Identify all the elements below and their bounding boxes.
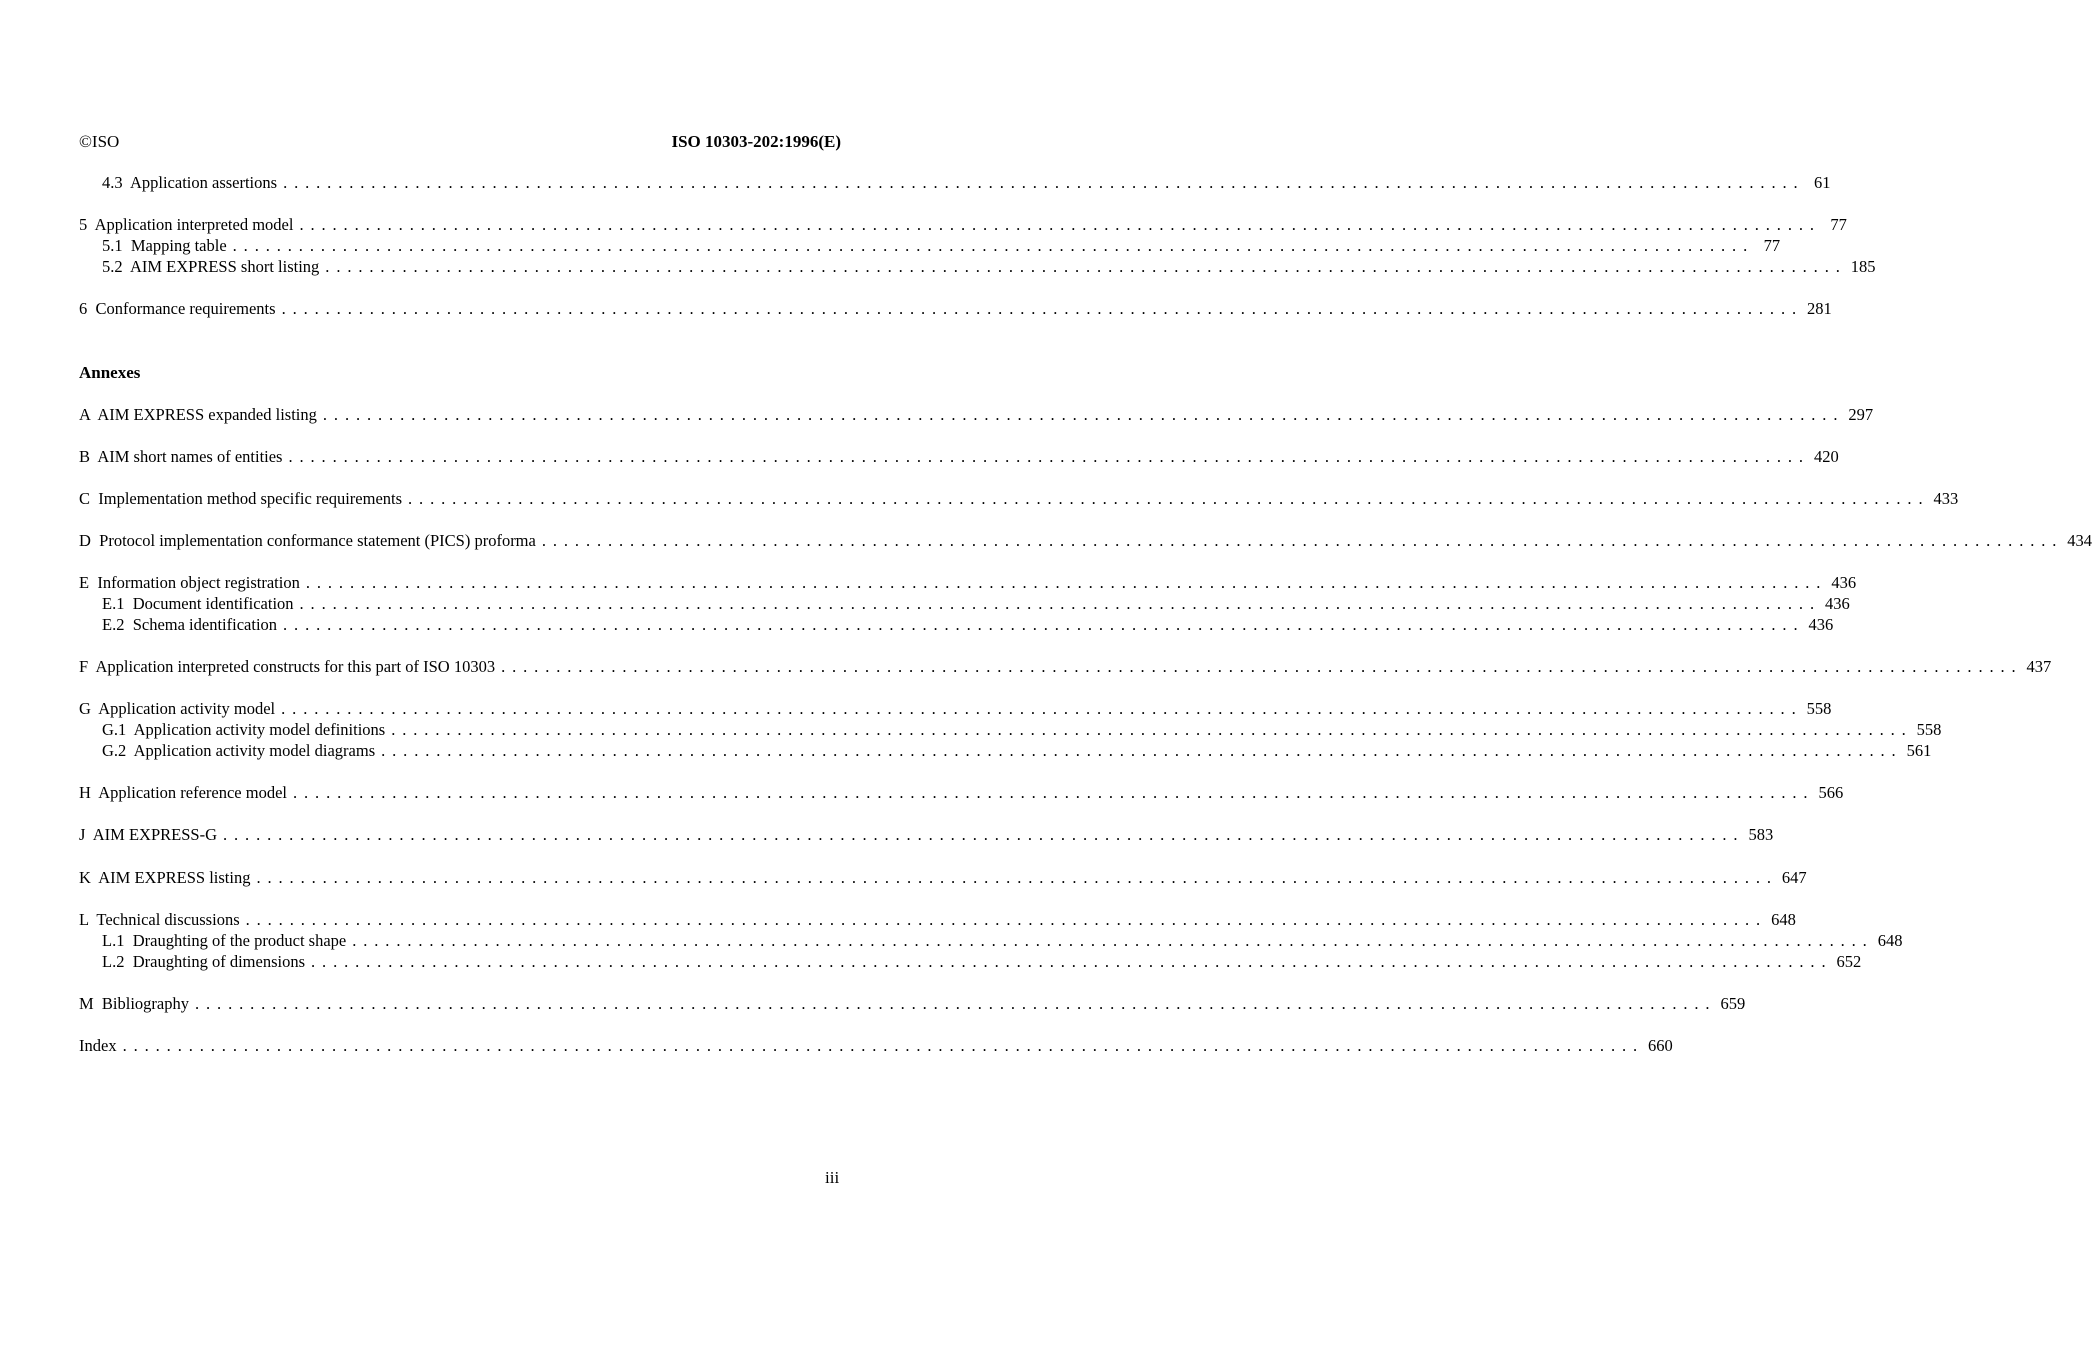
- toc-entry-6[interactable]: [79, 298, 1832, 319]
- dot-leader: ..........................................................................................................................................: [245, 910, 1768, 929]
- dot-leader: ..........................................................................................................................................: [352, 931, 1874, 950]
- toc-entry-label: B AIM short names of entities: [79, 447, 283, 466]
- toc-entry-label: G Application activity model: [79, 699, 276, 718]
- toc-entry-label: K AIM EXPRESS listing: [79, 868, 251, 887]
- toc-entry-label: E Information object registration: [79, 573, 300, 592]
- toc-entry-label: A AIM EXPRESS expanded listing: [79, 405, 317, 424]
- dot-leader: ..........................................................................................................................................: [322, 405, 1845, 424]
- dot-leader: ..........................................................................................................................................: [299, 215, 1821, 234]
- toc-entry-label: D Protocol implementation conformance statement (PICS) proforma: [79, 531, 536, 550]
- dot-leader: ..........................................................................................................................................: [408, 489, 1930, 508]
- dot-leader: ..........................................................................................................................................: [281, 299, 1804, 318]
- toc-entry-annex-f[interactable]: [79, 656, 2052, 677]
- toc-entry-label: E.1 Document identification: [102, 594, 294, 613]
- toc-entry-page: 437: [2026, 657, 2052, 676]
- dot-leader: ..........................................................................................................................................: [299, 594, 1821, 613]
- toc-entry-label: Index: [79, 1036, 117, 1055]
- toc-entry-page: 436: [1808, 615, 1834, 634]
- toc-entry-label: L Technical discussions: [79, 910, 240, 929]
- dot-leader: ..........................................................................................................................................: [281, 699, 1803, 718]
- toc-entry-label: H Application reference model: [79, 783, 287, 802]
- page-header: [79, 131, 841, 153]
- toc-entry-page: 281: [1807, 299, 1832, 318]
- page-number: iii: [825, 1168, 840, 1187]
- toc-entry-label: G.1 Application activity model definitions: [102, 720, 386, 739]
- toc-entry-annex-d[interactable]: [79, 530, 2092, 551]
- toc-entry-label: L.2 Draughting of dimensions: [102, 952, 306, 971]
- toc-entry-g-2[interactable]: [102, 740, 1932, 761]
- toc-entry-page: 558: [1916, 720, 1942, 739]
- toc-entry-label: 5.2 AIM EXPRESS short listing: [102, 257, 320, 276]
- toc-entry-5-1[interactable]: [102, 235, 1781, 256]
- toc-entry-label: C Implementation method specific requirements: [79, 489, 403, 508]
- toc-entry-page: 436: [1831, 573, 1857, 592]
- toc-entry-label: F Application interpreted constructs for this part of ISO 10303: [79, 657, 496, 676]
- toc-entry-page: 77: [1763, 236, 1781, 255]
- dot-leader: ..........................................................................................................................................: [223, 825, 1745, 844]
- toc-entry-page: 561: [1906, 741, 1932, 760]
- dot-leader: ..........................................................................................................................................: [305, 573, 1828, 592]
- toc-entry-label: 5 Application interpreted model: [79, 215, 294, 234]
- toc-entry-page: 434: [2067, 531, 2092, 550]
- toc-entry-l-2[interactable]: [102, 951, 1862, 972]
- toc-entry-5-2[interactable]: [102, 256, 1876, 277]
- toc-entry-annex-a[interactable]: [79, 404, 1874, 425]
- toc-entry-index[interactable]: [79, 1035, 1673, 1056]
- toc-entry-label: 4.3 Application assertions: [102, 173, 278, 192]
- dot-leader: ..........................................................................................................................................: [541, 531, 2064, 550]
- standard-number: ISO 10303-202:1996(E): [671, 132, 841, 151]
- toc-entry-page: 648: [1877, 931, 1903, 950]
- toc-entry-page: 648: [1771, 910, 1796, 929]
- toc-entry-page: 660: [1648, 1036, 1673, 1055]
- dot-leader: ..........................................................................................................................................: [122, 1036, 1645, 1055]
- dot-leader: ..........................................................................................................................................: [256, 868, 1778, 887]
- toc-entry-e-1[interactable]: [102, 593, 1850, 614]
- dot-leader: ..........................................................................................................................................: [381, 741, 1903, 760]
- toc-entry-l-1[interactable]: [102, 930, 1903, 951]
- toc-entry-annex-h[interactable]: [79, 782, 1844, 803]
- toc-entry-annex-g[interactable]: [79, 698, 1832, 719]
- toc-entry-page: 436: [1824, 594, 1850, 613]
- dot-leader: ..........................................................................................................................................: [293, 783, 1815, 802]
- toc-entry-label: M Bibliography: [79, 994, 189, 1013]
- toc-entry-label: J AIM EXPRESS-G: [79, 825, 217, 844]
- toc-entry-annex-c[interactable]: [79, 488, 1959, 509]
- toc-entry-5[interactable]: [79, 214, 1847, 235]
- toc-entry-page: 659: [1720, 994, 1746, 1013]
- toc-entry-annex-e[interactable]: [79, 572, 1857, 593]
- toc-entry-page: 420: [1813, 447, 1839, 466]
- dot-leader: ..........................................................................................................................................: [195, 994, 1717, 1013]
- dot-leader: ..........................................................................................................................................: [283, 615, 1805, 634]
- dot-leader: ..........................................................................................................................................: [283, 173, 1805, 192]
- toc-entry-label: 5.1 Mapping table: [102, 236, 227, 255]
- toc-entry-page: 566: [1818, 783, 1844, 802]
- toc-entry-label: L.1 Draughting of the product shape: [102, 931, 347, 950]
- toc-entry-label: 6 Conformance requirements: [79, 299, 276, 318]
- toc-entry-4-3[interactable]: [102, 172, 1831, 193]
- toc-entry-page: 185: [1850, 257, 1876, 276]
- toc-entry-page: 297: [1848, 405, 1874, 424]
- annexes-heading: Annexes: [79, 363, 141, 382]
- toc-entry-page: 652: [1836, 952, 1862, 971]
- toc-entry-g-1[interactable]: [102, 719, 1942, 740]
- dot-leader: ..........................................................................................................................................: [232, 236, 1755, 255]
- toc-entry-annex-j[interactable]: [79, 824, 1774, 845]
- toc-entry-page: 558: [1806, 699, 1832, 718]
- toc-entry-annex-l[interactable]: [79, 909, 1796, 930]
- toc-entry-page: 583: [1748, 825, 1774, 844]
- toc-entry-e-2[interactable]: [102, 614, 1834, 635]
- toc-entry-annex-m[interactable]: [79, 993, 1746, 1014]
- dot-leader: ..........................................................................................................................................: [391, 720, 1913, 739]
- toc-entry-annex-b[interactable]: [79, 446, 1839, 467]
- toc-entry-page: 61: [1814, 173, 1831, 192]
- toc-entry-label: G.2 Application activity model diagrams: [102, 741, 376, 760]
- toc-entry-page: 77: [1830, 215, 1847, 234]
- toc-entry-annex-k[interactable]: [79, 867, 1807, 888]
- dot-leader: ..........................................................................................................................................: [288, 447, 1810, 466]
- toc-entry-label: E.2 Schema identification: [102, 615, 278, 634]
- toc-entry-page: 433: [1933, 489, 1959, 508]
- dot-leader: ..........................................................................................................................................: [325, 257, 1847, 276]
- dot-leader: ..........................................................................................................................................: [311, 952, 1833, 971]
- dot-leader: ..........................................................................................................................................: [501, 657, 2023, 676]
- toc-entry-page: 647: [1781, 868, 1807, 887]
- copyright-mark: ©ISO: [79, 132, 120, 151]
